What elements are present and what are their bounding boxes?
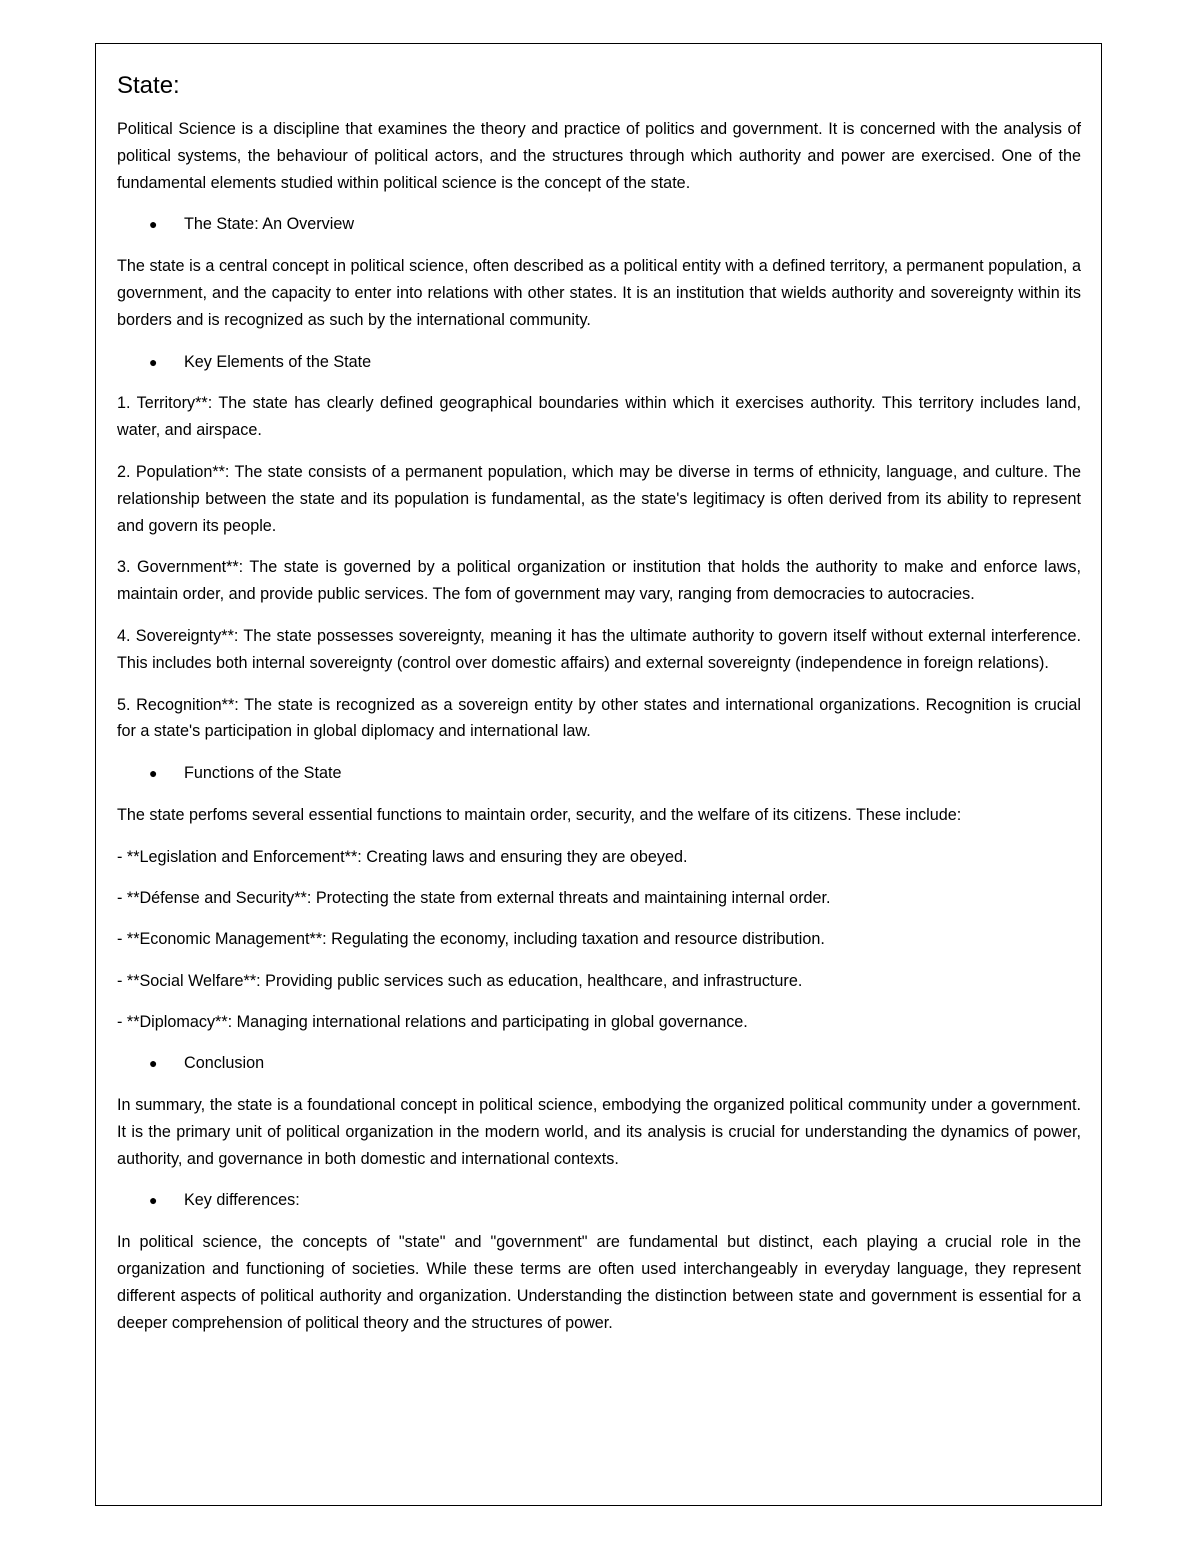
functions-paragraph: The state perfoms several essential functions to maintain order, security, and the welfare of its citizens. These include: (117, 805, 962, 824)
section-heading-text: Functions of the State (184, 764, 342, 783)
document-body (117, 70, 1081, 1351)
section-heading-text: Key differences: (184, 1191, 300, 1210)
section-heading-text: Conclusion (184, 1054, 265, 1073)
differences-paragraph: In political science, the concepts of "state" and "government" are fundamental but distinct, each playing a crucial role in the organization and functioning of societies. While these terms are often used interchangeably in everyday language, they represent different aspects of political authority and organization. Understanding the distinction between state and government is essential for a deeper comprehension of political theory and the structures of power. (117, 1233, 1081, 1332)
function-item-diplomacy: - **Diplomacy**: Managing international relations and participating in global governance. (117, 1012, 748, 1031)
page-title: State: (117, 72, 180, 99)
section-heading-text: Key Elements of the State (184, 352, 372, 371)
section-heading-text: The State: An Overview (184, 215, 355, 234)
function-item-economic: - **Economic Management**: Regulating the economy, including taxation and resource distribution. (117, 930, 825, 949)
section-heading-elements (117, 349, 1081, 376)
function-item-defense: - **Défense and Security**: Protecting the state from external threats and maintaining internal order. (117, 889, 831, 908)
bullet-icon: ● (149, 765, 158, 782)
section-heading-differences (117, 1187, 1081, 1214)
element-item-territory: 1. Territory**: The state has clearly defined geographical boundaries within which it exercises authority. This territory includes land, water, and airspace. (117, 394, 1081, 440)
intro-paragraph: Political Science is a discipline that examines the theory and practice of politics and government. It is concerned with the analysis of political systems, the behaviour of political actors, and the structures through which authority and power are exercised. One of the fundamental elements studied within political science is the concept of the state. (117, 120, 1081, 192)
function-item-welfare: - **Social Welfare**: Providing public services such as education, healthcare, and infrastructure. (117, 971, 803, 990)
conclusion-paragraph: In summary, the state is a foundational concept in political science, embodying the organized political community under a government. It is the primary unit of political organization in the modern world, and its analysis is crucial for understanding the dynamics of power, authority, and governance in both domestic and international contexts. (117, 1096, 1081, 1168)
section-heading-overview (117, 211, 1081, 238)
bullet-icon: ● (149, 216, 158, 233)
section-heading-conclusion (117, 1050, 1081, 1077)
bullet-icon: ● (149, 1192, 158, 1209)
bullet-icon: ● (149, 353, 158, 370)
section-heading-functions (117, 760, 1081, 787)
overview-paragraph: The state is a central concept in political science, often described as a political entity with a defined territory, a permanent population, a government, and the capacity to enter into relations with other states. It is an institution that wields authority and sovereignty within its borders and is recognized as such by the international community. (117, 257, 1081, 329)
bullet-icon: ● (149, 1055, 158, 1072)
element-item-recognition: 5. Recognition**: The state is recognized as a sovereign entity by other states and international organizations. Recognition is crucial for a state's participation in global diplomacy and international law. (117, 695, 1081, 741)
element-item-government: 3. Government**: The state is governed by a political organization or institution that holds the authority to make and enforce laws, maintain order, and provide public services. The fom of government may vary, ranging from democracies to autocracies. (117, 558, 1081, 604)
function-item-legislation: - **Legislation and Enforcement**: Creating laws and ensuring they are obeyed. (117, 847, 688, 866)
element-item-sovereignty: 4. Sovereignty**: The state possesses sovereignty, meaning it has the ultimate authority to govern itself without external interference. This includes both internal sovereignty (control over domestic affairs) and external sovereignty (independence in foreign relations). (117, 626, 1081, 672)
element-item-population: 2. Population**: The state consists of a permanent population, which may be diverse in terms of ethnicity, language, and culture. The relationship between the state and its population is fundamental, as the state's legitimacy is often derived from its ability to represent and govern its people. (117, 462, 1081, 535)
